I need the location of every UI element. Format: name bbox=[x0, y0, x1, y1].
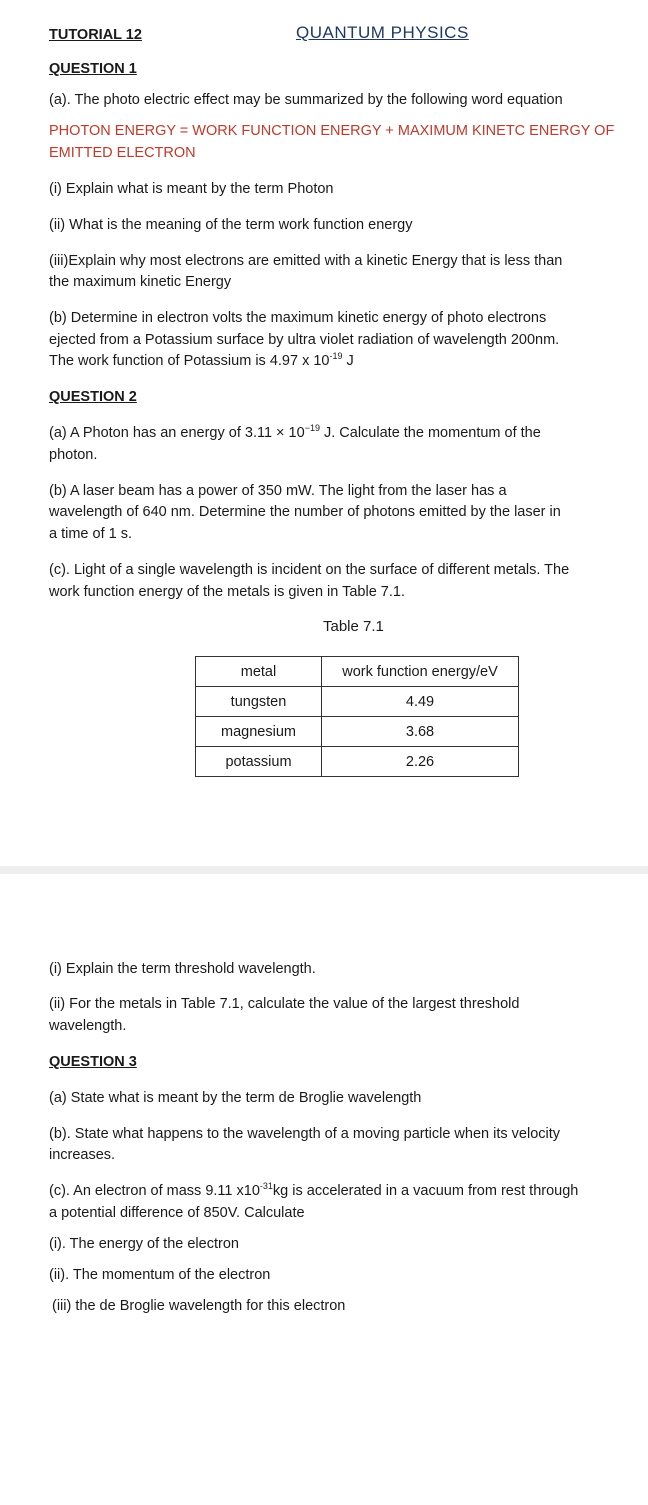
table-row bbox=[196, 747, 519, 777]
q1-part-b-line2: ejected from a Potassium surface by ultra violet radiation of wavelength 200nm. bbox=[49, 332, 560, 348]
question-1-heading: QUESTION 1 bbox=[49, 61, 137, 77]
question-2-heading: QUESTION 2 bbox=[49, 389, 137, 405]
q1-part-i: (i) Explain what is meant by the term Photon bbox=[49, 181, 334, 197]
table-header-work-function: work function energy/eV bbox=[322, 657, 519, 687]
q1-part-iii-line2: the maximum kinetic Energy bbox=[49, 274, 232, 290]
q1-equation-line2: EMITTED ELECTRON bbox=[49, 145, 196, 161]
table-cell-metal: potassium bbox=[196, 747, 322, 777]
q2-part-c-line1: (c). Light of a single wavelength is incident on the surface of different metals. The bbox=[49, 562, 570, 578]
q2-part-c-ii-line2: wavelength. bbox=[49, 1018, 127, 1034]
q2-a-line1-text: (a) A Photon has an energy of 3.11 × 10 bbox=[49, 425, 305, 441]
q1-b-unit: J bbox=[342, 353, 354, 369]
tutorial-label: TUTORIAL 12 bbox=[49, 27, 142, 43]
q2-part-a-line2: photon. bbox=[49, 447, 98, 463]
q3-part-c-ii: (ii). The momentum of the electron bbox=[49, 1267, 271, 1283]
q1-a-intro: (a). The photo electric effect may be summarized by the following word equation bbox=[49, 92, 563, 108]
q2-part-b-line1: (b) A laser beam has a power of 350 mW. The light from the laser has a bbox=[49, 483, 507, 499]
q1-part-b-line1: (b) Determine in electron volts the maximum kinetic energy of photo electrons bbox=[49, 310, 547, 326]
page-divider bbox=[0, 866, 648, 874]
table-cell-value: 2.26 bbox=[322, 747, 519, 777]
q3-part-c-line1 bbox=[49, 1181, 578, 1202]
q2-a-exponent: −19 bbox=[304, 423, 320, 433]
q1-b-exponent: -19 bbox=[329, 351, 343, 361]
q1-equation-line1: PHOTON ENERGY = WORK FUNCTION ENERGY + MAXIMUM KINETC ENERGY OF bbox=[49, 123, 615, 139]
table-header-row bbox=[196, 657, 519, 687]
q3-part-c-i: (i). The energy of the electron bbox=[49, 1236, 239, 1252]
q2-part-c-ii-line1: (ii) For the metals in Table 7.1, calculate the value of the largest threshold bbox=[49, 996, 520, 1012]
q1-part-iii-line1: (iii)Explain why most electrons are emitted with a kinetic Energy that is less than bbox=[49, 253, 563, 269]
table-header-metal: metal bbox=[196, 657, 322, 687]
table-cell-value: 3.68 bbox=[322, 717, 519, 747]
q1-part-ii: (ii) What is the meaning of the term work function energy bbox=[49, 217, 413, 233]
work-function-table bbox=[195, 656, 519, 777]
q3-c-exponent: -31 bbox=[259, 1181, 273, 1191]
q2-part-b-line3: a time of 1 s. bbox=[49, 526, 133, 542]
q3-c-line1-text: (c). An electron of mass 9.11 x10 bbox=[49, 1183, 260, 1199]
table-row bbox=[196, 687, 519, 717]
question-3-heading: QUESTION 3 bbox=[49, 1054, 137, 1070]
page-title: QUANTUM PHYSICS bbox=[296, 23, 469, 42]
q2-part-b-line2: wavelength of 640 nm. Determine the number of photons emitted by the laser in bbox=[49, 504, 561, 520]
q1-part-b-line3 bbox=[49, 351, 354, 372]
table-cell-value: 4.49 bbox=[322, 687, 519, 717]
q3-part-c-iii: (iii) the de Broglie wavelength for this electron bbox=[52, 1298, 346, 1314]
q3-part-b-line1: (b). State what happens to the wavelength of a moving particle when its velocity bbox=[49, 1126, 561, 1142]
table-row bbox=[196, 717, 519, 747]
q2-part-c-line2: work function energy of the metals is given in Table 7.1. bbox=[49, 584, 405, 600]
q3-part-c-line2: a potential difference of 850V. Calculate bbox=[49, 1205, 305, 1221]
table-cell-metal: magnesium bbox=[196, 717, 322, 747]
table-cell-metal: tungsten bbox=[196, 687, 322, 717]
table-caption: Table 7.1 bbox=[323, 618, 384, 635]
q2-a-line1-rest: J. Calculate the momentum of the bbox=[319, 425, 541, 441]
q2-part-c-i: (i) Explain the term threshold wavelength. bbox=[49, 961, 316, 977]
q3-part-a: (a) State what is meant by the term de Broglie wavelength bbox=[49, 1090, 422, 1106]
q2-part-a-line1 bbox=[49, 423, 541, 444]
q1-b-line3-text: The work function of Potassium is 4.97 x 10 bbox=[49, 353, 330, 369]
q3-c-line1-rest: kg is accelerated in a vacuum from rest through bbox=[272, 1183, 579, 1199]
q3-part-b-line2: increases. bbox=[49, 1147, 116, 1163]
